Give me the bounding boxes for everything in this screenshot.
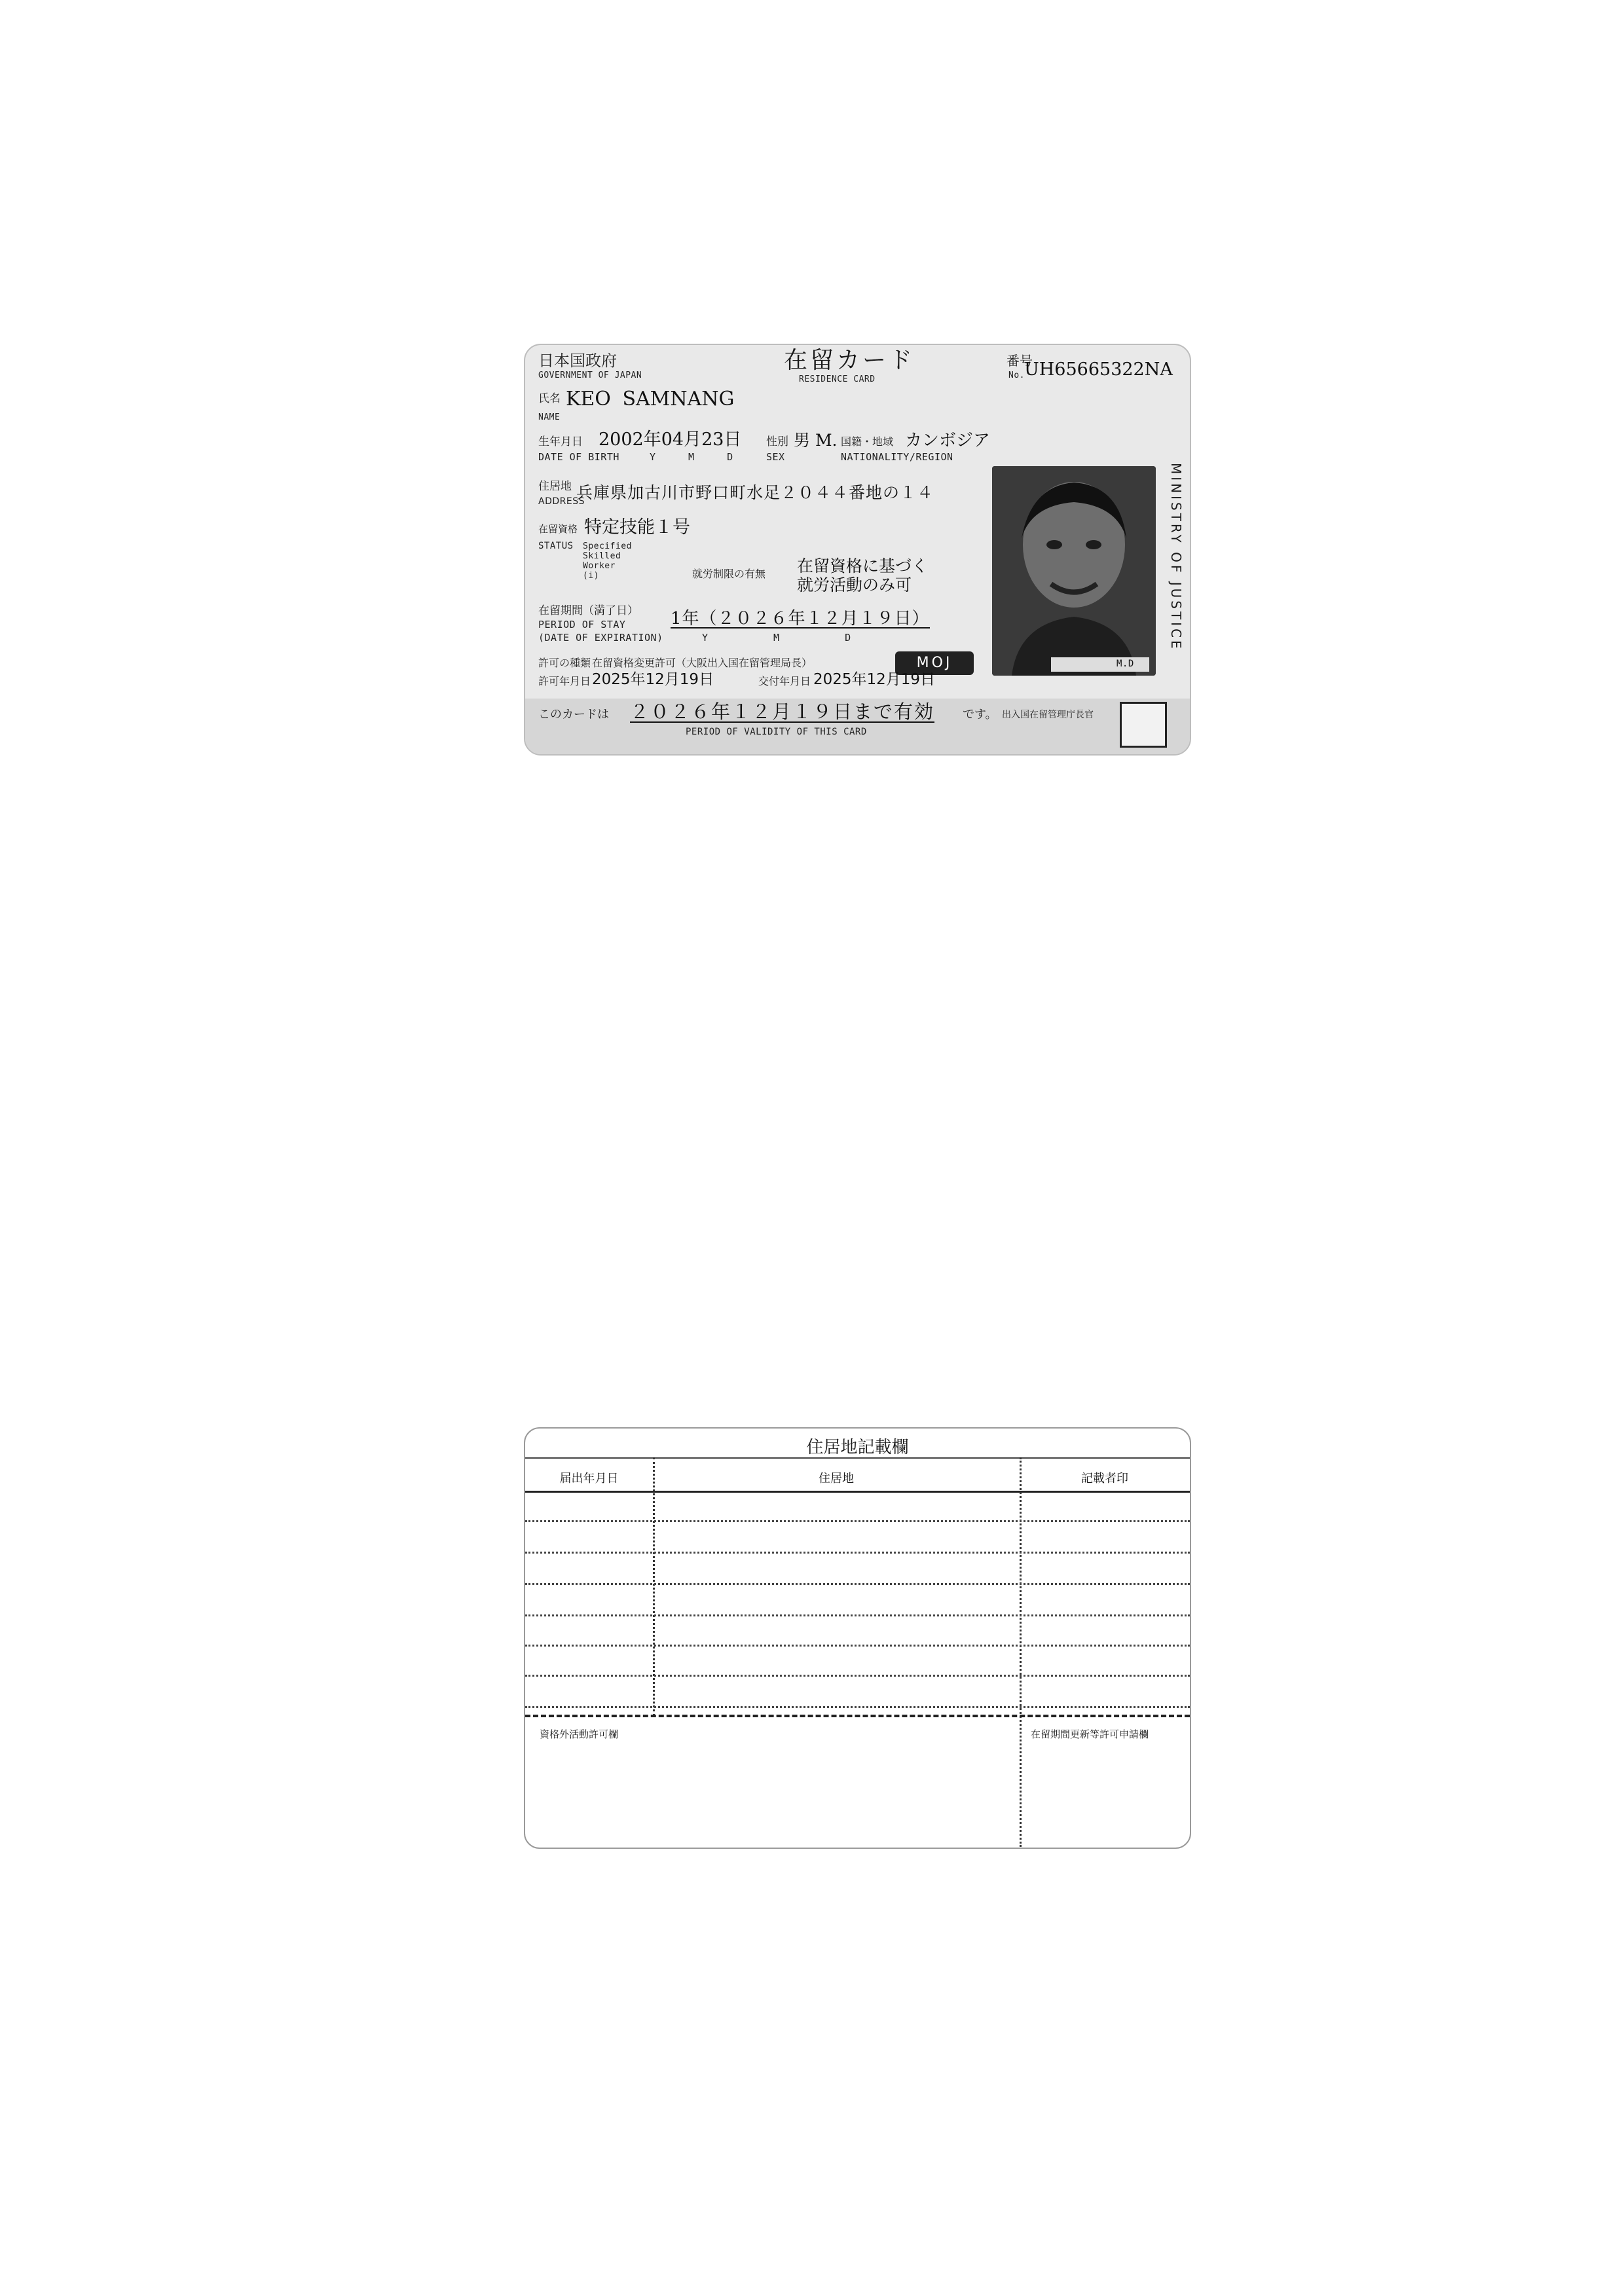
government-jp: 日本国政府 <box>538 352 617 370</box>
issue-date-label: 交付年月日 <box>758 675 811 687</box>
permit-type-label: 許可の種類 <box>538 657 591 669</box>
nationality-value: カンボジア <box>905 431 991 450</box>
address-label-jp: 住居地 <box>538 480 572 493</box>
status-value-en: Specified Skilled Worker (i) <box>583 541 632 581</box>
sex-label-jp: 性別 <box>766 435 788 448</box>
nationality-label-jp: 国籍・地域 <box>841 435 894 448</box>
col-header-seal: 記載者印 <box>1081 1472 1128 1485</box>
section-divider <box>525 1715 1190 1717</box>
name-label-jp: 氏名 <box>538 392 561 405</box>
address-value: 兵庫県加古川市野口町水足２０４４番地の１４ <box>576 483 934 502</box>
dob-ymd: Y M D <box>650 451 733 463</box>
residence-card-front <box>524 344 1191 756</box>
official-seal <box>1120 702 1167 748</box>
permit-date-label: 許可年月日 <box>538 675 591 687</box>
expiration-label-en: (DATE OF EXPIRATION) <box>538 632 663 644</box>
moj-hologram: MOJ <box>895 651 974 675</box>
number-label-en: No. <box>1008 371 1025 380</box>
section-work-permit: 資格外活動許可欄 <box>540 1728 619 1740</box>
number-label-jp: 番号 <box>1006 353 1033 369</box>
permit-type-value: 在留資格変更許可（大阪出入国在留管理局長） <box>592 657 813 669</box>
period-of-stay-value: 1年（２０２６年１２月１９日） <box>671 609 930 629</box>
validity-prefix: このカードは <box>538 708 609 721</box>
card-title: 在留カード <box>784 347 915 374</box>
government-en: GOVERNMENT OF JAPAN <box>538 371 642 380</box>
header-rule <box>525 1491 1190 1493</box>
card-number: UH65665322NA <box>1024 359 1173 380</box>
column-divider-1 <box>653 1457 655 1716</box>
permit-date-value: 2025年12月19日 <box>592 671 714 688</box>
holder-name: KEO SAMNANG <box>566 388 735 410</box>
validity-value: ２０２６年１２月１９日まで有効 <box>630 701 935 723</box>
row-line <box>525 1645 1190 1647</box>
nationality-label-en: NATIONALITY/REGION <box>841 451 953 463</box>
address-label-en: ADDRESS <box>538 496 585 507</box>
dob-label-en: DATE OF BIRTH <box>538 451 619 463</box>
ministry-side-text: MINISTRY OF JUSTICE <box>1168 463 1184 651</box>
row-line <box>525 1706 1190 1708</box>
work-restriction-label: 就労制限の有無 <box>692 568 766 580</box>
validity-label-en: PERIOD OF VALIDITY OF THIS CARD <box>686 727 867 737</box>
period-ymd: Y M D <box>702 632 851 644</box>
status-label-en: STATUS <box>538 541 574 551</box>
title-rule <box>525 1457 1190 1459</box>
issuer-name: 出入国在留管理庁長官 <box>1002 710 1094 720</box>
sex-label-en: SEX <box>766 451 785 463</box>
row-line <box>525 1552 1190 1554</box>
residence-card-back <box>524 1427 1191 1849</box>
period-label-en: PERIOD OF STAY <box>538 619 626 630</box>
status-value-jp: 特定技能１号 <box>584 517 690 538</box>
name-label-en: NAME <box>538 412 561 422</box>
column-divider-2 <box>1020 1457 1022 1847</box>
work-restriction-line1: 在留資格に基づく <box>797 556 929 575</box>
validity-suffix: です。 <box>963 708 997 721</box>
dob-label-jp: 生年月日 <box>538 435 583 448</box>
section-renewal: 在留期間更新等許可申請欄 <box>1031 1728 1149 1740</box>
status-label-jp: 在留資格 <box>538 523 578 535</box>
col-header-address: 住居地 <box>819 1472 854 1485</box>
row-line <box>525 1520 1190 1522</box>
photo-stamp: M.D <box>1116 659 1134 669</box>
row-line <box>525 1675 1190 1677</box>
card-title-en: RESIDENCE CARD <box>799 374 876 384</box>
row-line <box>525 1583 1190 1585</box>
period-label-jp: 在留期間（満了日） <box>538 604 638 617</box>
back-title: 住居地記載欄 <box>806 1438 909 1457</box>
issue-date-value: 2025年12月19日 <box>813 671 936 688</box>
holder-photo <box>992 466 1156 676</box>
row-line <box>525 1614 1190 1616</box>
sex-value: 男 M. <box>794 431 838 450</box>
work-restriction-line2: 就労活動のみ可 <box>797 575 912 594</box>
date-of-birth: 2002年04月23日 <box>599 429 742 450</box>
col-header-date: 届出年月日 <box>559 1472 619 1485</box>
